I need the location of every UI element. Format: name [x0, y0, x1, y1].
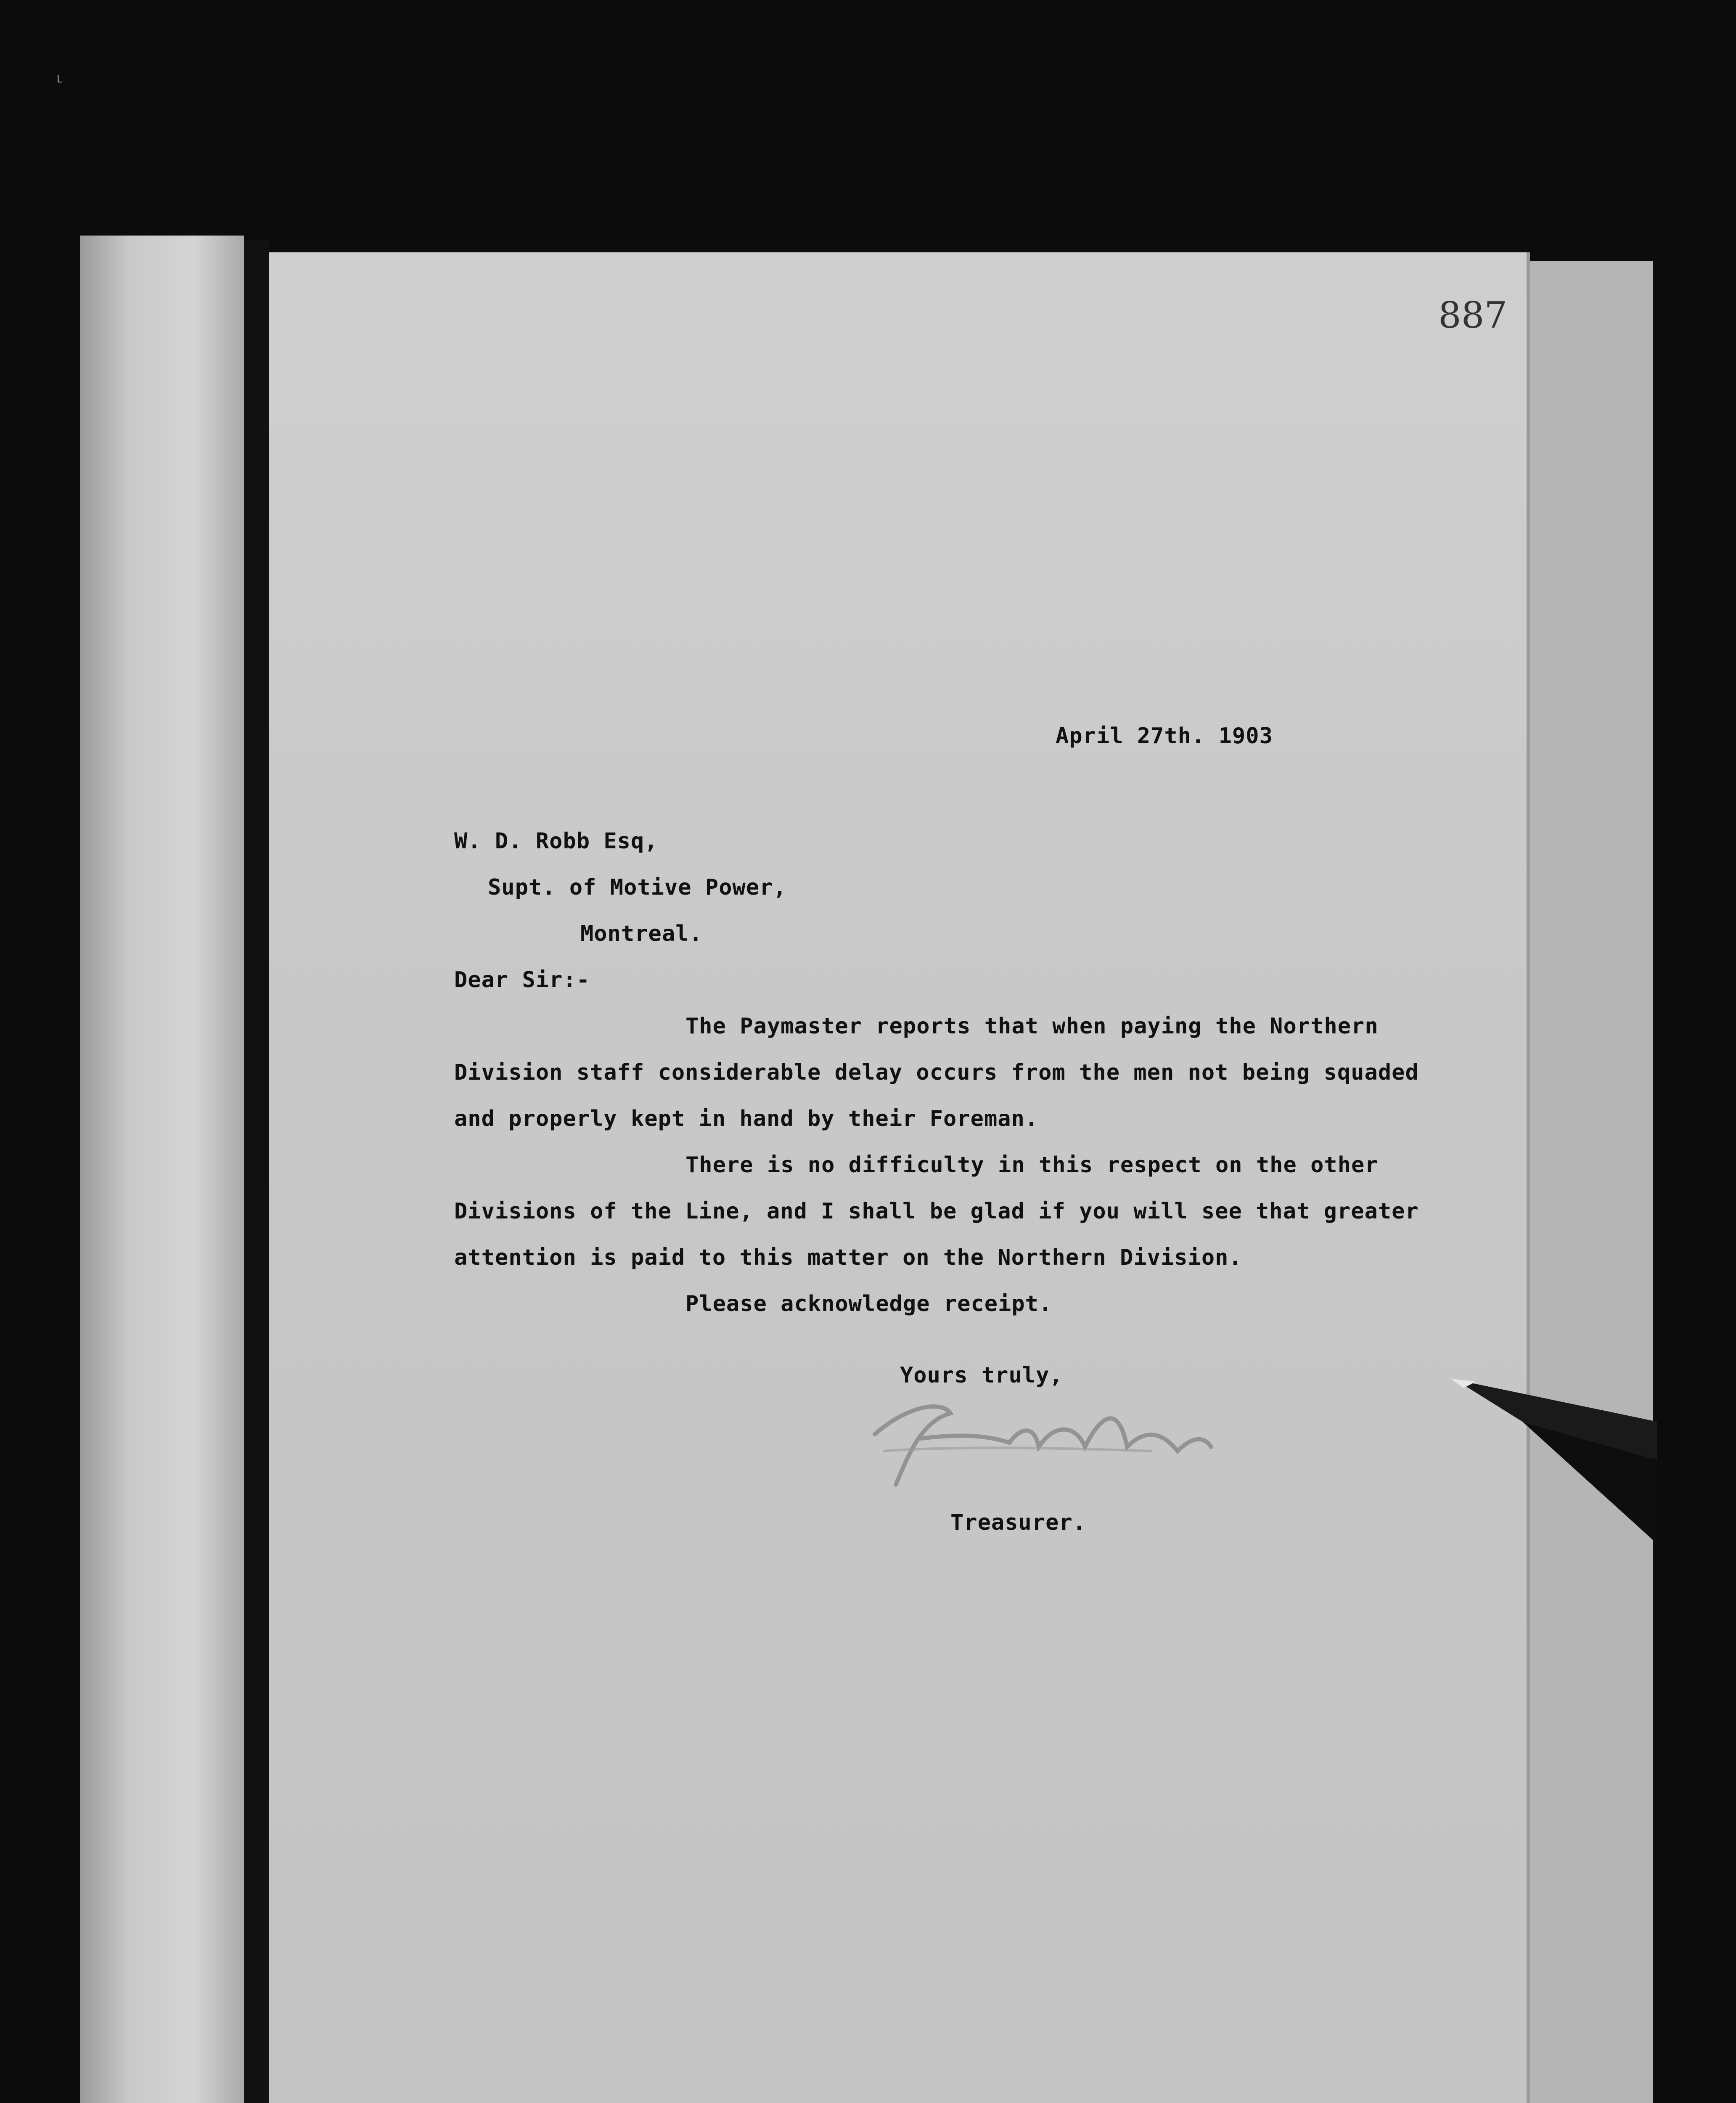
- binding-gutter: [244, 240, 269, 2103]
- recipient-name: W. D. Robb Esq,: [454, 829, 658, 854]
- body-line: Division staff considerable delay occurs from the men not being squaded: [454, 1060, 1419, 1085]
- pen-pointer-icon: [1438, 1325, 1736, 1703]
- body-line: There is no difficulty in this respect on the other: [685, 1152, 1379, 1178]
- salutation: Dear Sir:-: [454, 967, 590, 993]
- body-line: attention is paid to this matter on the Northern Division.: [454, 1245, 1242, 1270]
- recipient-city: Montreal.: [580, 921, 703, 946]
- signature-title: Treasurer.: [950, 1510, 1087, 1535]
- closing: Yours truly,: [900, 1363, 1063, 1388]
- film-corner-mark: ˪: [55, 67, 65, 87]
- handwritten-signature: [858, 1388, 1220, 1497]
- adjacent-page-edge: [80, 236, 244, 2103]
- body-line: Please acknowledge receipt.: [685, 1291, 1053, 1316]
- page-number: 887: [1438, 294, 1508, 336]
- body-line: and properly kept in hand by their Foreman.: [454, 1106, 1039, 1131]
- body-line: Divisions of the Line, and I shall be glad if you will see that greater: [454, 1199, 1419, 1224]
- letter-page: [269, 252, 1527, 2103]
- recipient-title: Supt. of Motive Power,: [488, 875, 787, 900]
- body-line: The Paymaster reports that when paying the Northern: [685, 1014, 1379, 1039]
- letter-date: April 27th. 1903: [1056, 723, 1273, 749]
